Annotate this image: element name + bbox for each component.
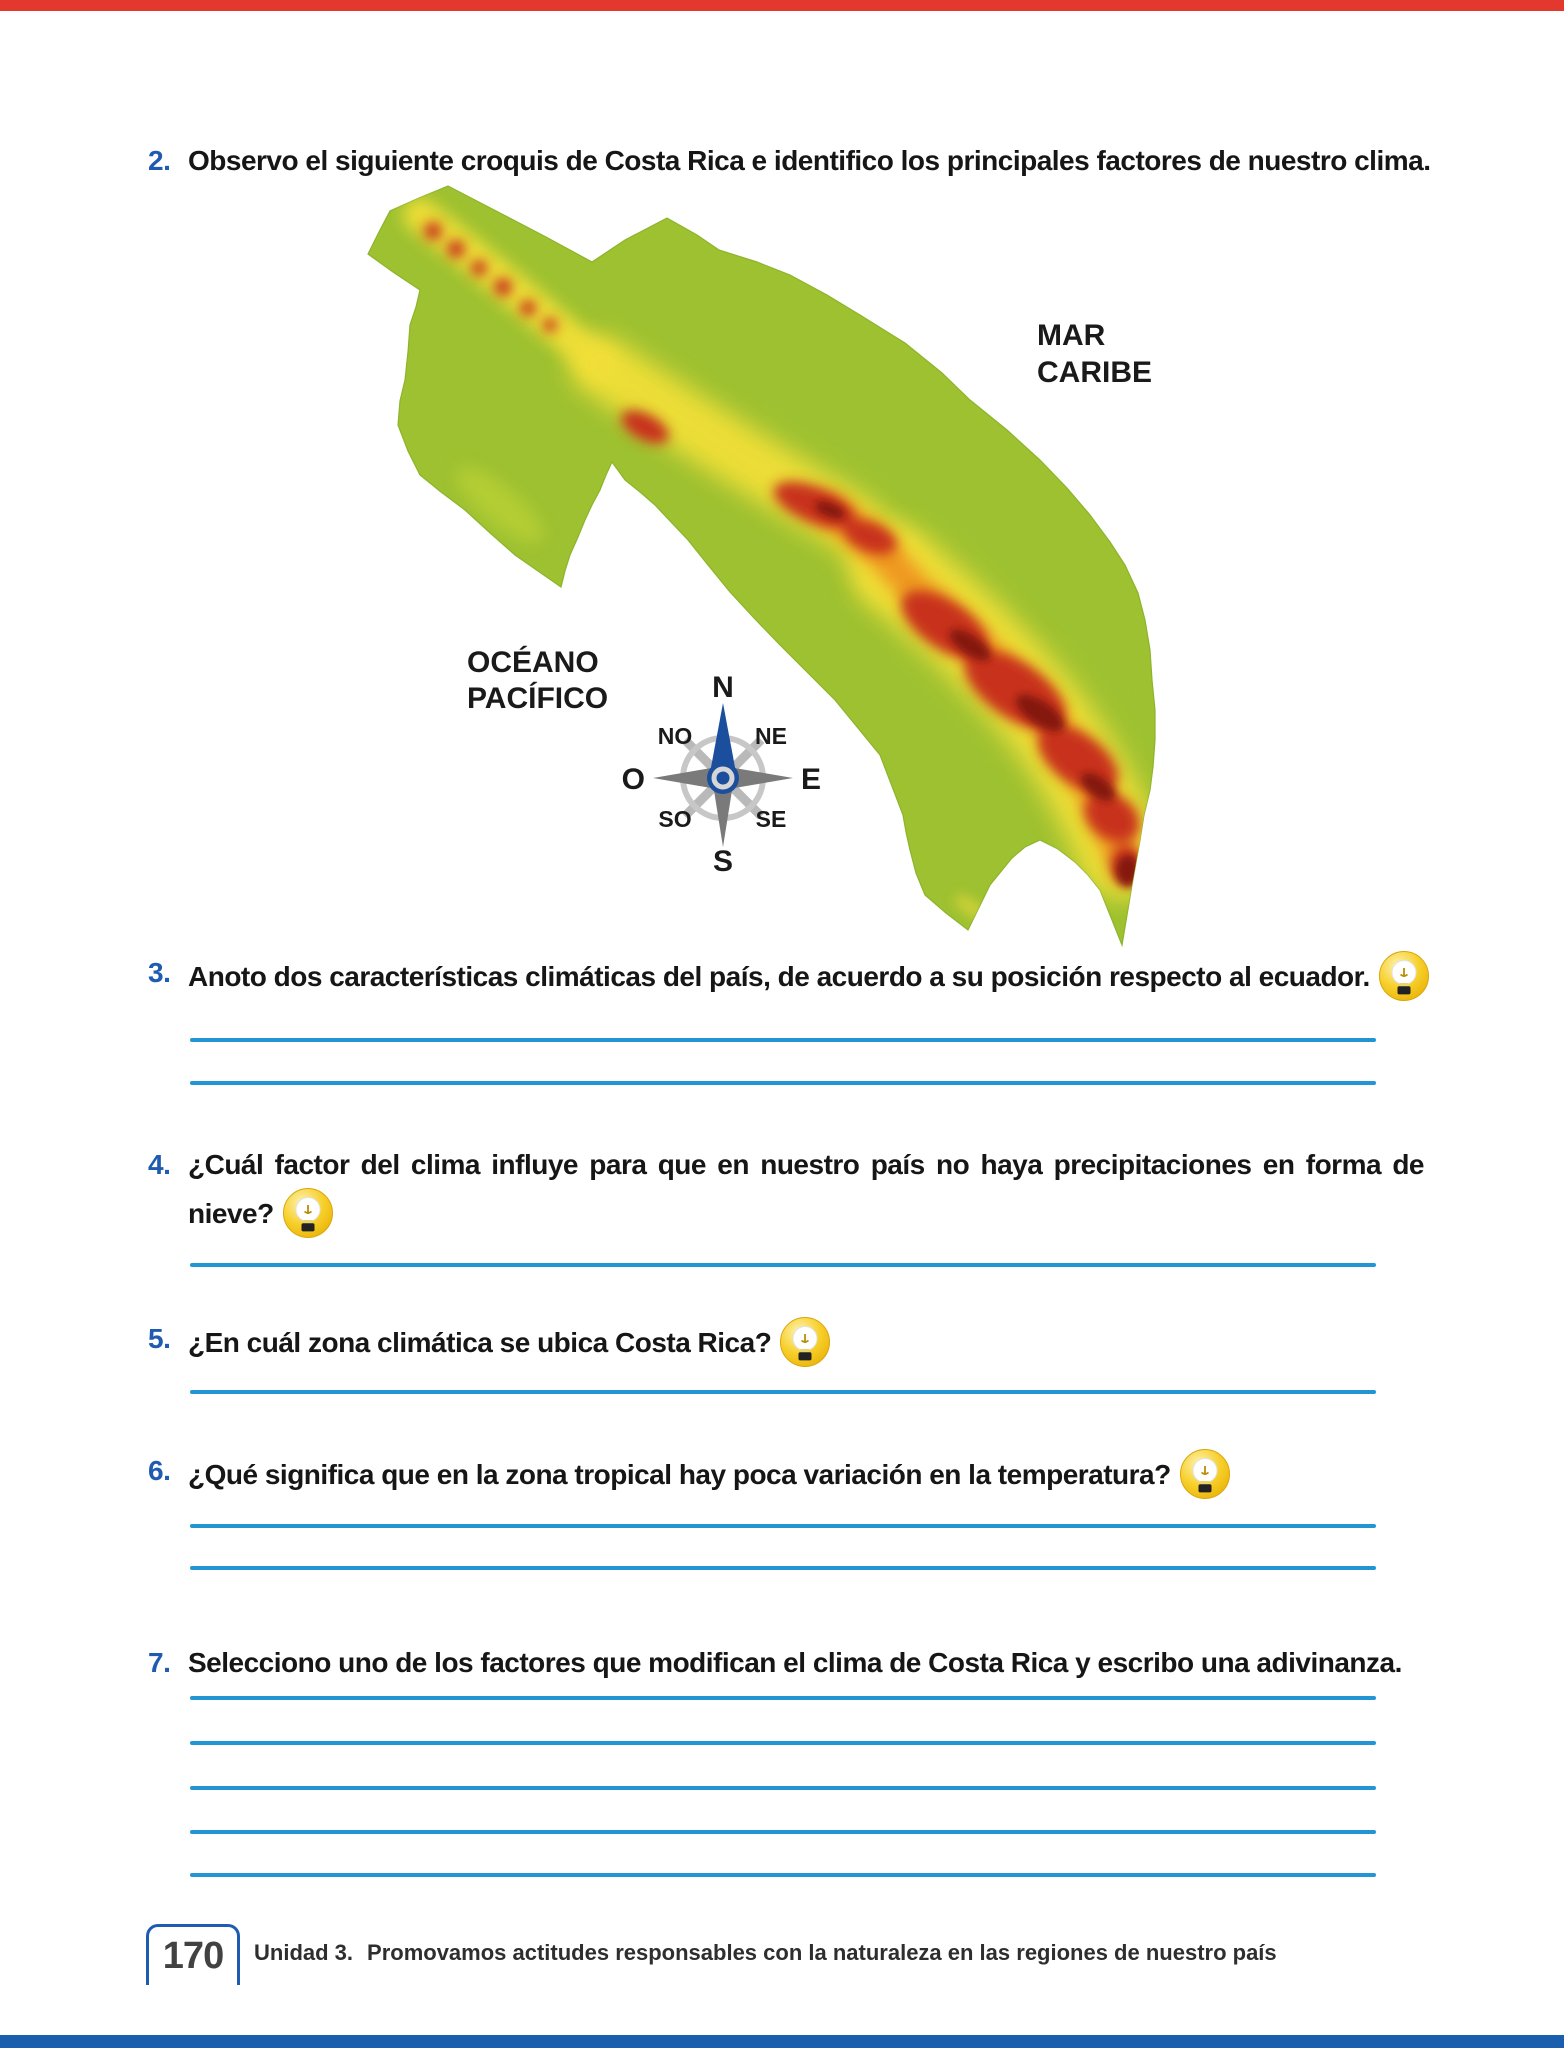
question-2-text: Observo el siguiente croquis de Costa Rica e identifico los principales factores de nuestro clima. <box>188 145 1431 176</box>
page-top-color-bar <box>0 0 1564 11</box>
compass-rose <box>622 671 821 878</box>
question-4 <box>148 1142 1424 1239</box>
question-7 <box>148 1640 1402 1685</box>
question-7-number: 7. <box>148 1647 171 1678</box>
compass-label-no: NO <box>657 723 693 749</box>
label-mar-caribe-line1: MAR <box>1037 319 1106 352</box>
page-number-box <box>146 1924 240 1985</box>
question-6-number: 6. <box>148 1455 171 1486</box>
compass-label-so: SO <box>658 806 692 832</box>
question-6-text: ¿Qué significa que en la zona tropical hay poca variación en la temperatura? <box>188 1459 1171 1490</box>
answer-line <box>190 1081 1376 1085</box>
answer-line <box>190 1786 1376 1790</box>
question-2-number: 2. <box>148 145 171 176</box>
answer-line <box>190 1390 1376 1394</box>
question-5-text: ¿En cuál zona climática se ubica Costa Rica? <box>188 1327 772 1358</box>
answer-line <box>190 1741 1376 1745</box>
lightbulb-hint-icon <box>779 1316 831 1368</box>
label-oceano-pacifico-line2: PACÍFICO <box>467 682 609 715</box>
compass-label-se: SE <box>755 806 787 832</box>
question-3-number: 3. <box>148 957 171 988</box>
question-4-text-line2: nieve? <box>188 1198 274 1229</box>
footer-unit-line <box>254 1940 1277 1966</box>
compass-label-s: S <box>712 845 734 878</box>
compass-label-n: N <box>712 671 734 704</box>
question-3-text: Anoto dos características climáticas del país, de acuerdo a su posición respecto al ecuador. <box>188 961 1370 992</box>
compass-label-ne: NE <box>755 723 787 749</box>
answer-line <box>190 1566 1376 1570</box>
answer-line <box>190 1873 1376 1877</box>
answer-line <box>190 1524 1376 1528</box>
page-bottom-color-bar <box>0 2035 1564 2048</box>
question-3 <box>148 950 1430 1002</box>
question-5 <box>148 1316 831 1368</box>
relief-map-svg <box>270 165 1170 965</box>
lightbulb-hint-icon <box>282 1187 334 1239</box>
answer-line <box>190 1038 1376 1042</box>
question-7-text: Selecciono uno de los factores que modifican el clima de Costa Rica y escribo una adivinanza. <box>188 1647 1402 1678</box>
compass-hub-dot <box>719 774 728 783</box>
compass-label-e: E <box>801 763 822 796</box>
costa-rica-relief-map <box>270 165 1170 965</box>
question-4-text-line1: ¿Cuál factor del clima influye para que en nuestro país no haya precipitaciones en forma de <box>188 1149 1424 1180</box>
footer-unit-text: Promovamos actitudes responsables con la naturaleza en las regiones de nuestro país <box>367 1940 1277 1965</box>
lightbulb-hint-icon <box>1179 1448 1231 1500</box>
answer-line <box>190 1830 1376 1834</box>
lightbulb-hint-icon <box>1378 950 1430 1002</box>
label-oceano-pacifico-line1: OCÉANO <box>467 646 599 679</box>
question-5-number: 5. <box>148 1323 171 1354</box>
page-number: 170 <box>162 1934 224 1977</box>
answer-line <box>190 1696 1376 1700</box>
question-6 <box>148 1448 1231 1500</box>
question-4-number: 4. <box>148 1149 171 1180</box>
compass-label-o: O <box>621 763 645 796</box>
footer-unit-label: Unidad 3. <box>254 1940 354 1965</box>
answer-line <box>190 1263 1376 1267</box>
label-mar-caribe-line2: CARIBE <box>1037 356 1153 389</box>
